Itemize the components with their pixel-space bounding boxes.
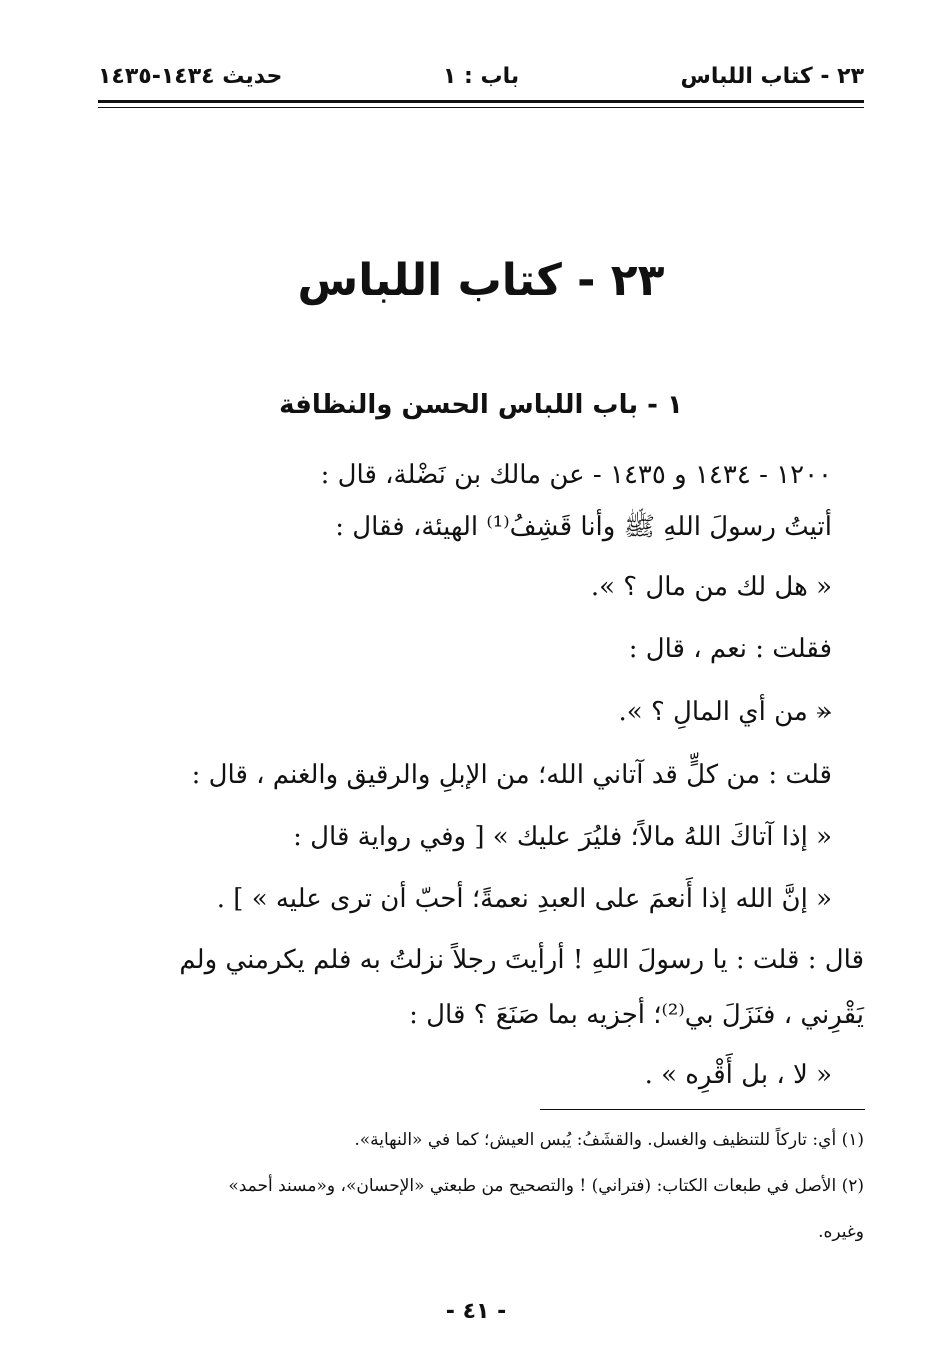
page-number: - ٤١ - (445, 1299, 507, 1324)
hadith-line-6: قلت : من كلٍّ قد آتاني الله؛ من الإبلِ والرقيق والغنم ، قال : (191, 760, 832, 790)
hadith-line-3: « هل لك من مال ؟ ». (590, 572, 832, 602)
header-book-name: ٢٣ - كتاب اللباس (680, 64, 864, 89)
footnote-1: (١) أي: تاركاً للتنظيف والغسل. والقشَفُ: يُبس العيش؛ كما في «النهاية». (354, 1130, 864, 1150)
header-rule-thin (98, 107, 864, 108)
hadith-line-9: قال : قلت : يا رسولَ اللهِ ! أرأيتَ رجلاً نزلتُ به فلم يكرمني ولم (179, 945, 864, 975)
hadith-line-5: « من أي المالِ ؟ ». (618, 697, 832, 727)
hadith-line-1: ١٢٠٠ - ١٤٣٤ و ١٤٣٥ - عن مالك بن نَضْلة، قال : (320, 460, 832, 490)
hadith-line-7: « إذا آتاكَ اللهُ مالاً؛ فليُرَ عليك » [ وفي رواية قال : (293, 822, 832, 852)
hadith-line-4: فقلت : نعم ، قال : (628, 634, 832, 664)
hadith-line-11: « لا ، بل أَقْرِه » . (644, 1060, 832, 1090)
chapter-title: ١ - باب اللباس الحسن والنظافة (279, 390, 683, 420)
header-chapter: باب : ١ (442, 64, 520, 89)
hadith-line-8: « إنَّ الله إذا أَنعمَ على العبدِ نعمةً؛ أحبّ أن ترى عليه » ] . (216, 884, 832, 914)
footnote-2-continuation: وغيره. (818, 1222, 864, 1242)
footnote-2: (٢) الأصل في طبعات الكتاب: (فتراني) ! والتصحيح من طبعتي «الإحسان»، و«مسند أحمد» (228, 1176, 864, 1196)
header-rule-thick (98, 100, 864, 103)
book-title: ٢٣ - كتاب اللباس (297, 255, 665, 306)
hadith-line-2: أتيتُ رسولَ اللهِ ﷺ وأنا قَشِفُ⁽¹⁾ الهيئة، فقال : (335, 512, 832, 542)
footnote-rule (540, 1109, 865, 1110)
running-header (98, 58, 864, 98)
hadith-line-10: يَقْرِني ، فنَزَلَ بي⁽²⁾؛ أجزيه بما صَنَعَ ؟ قال : (409, 1000, 864, 1030)
header-hadith-range: حديث ١٤٣٤-١٤٣٥ (98, 64, 283, 89)
